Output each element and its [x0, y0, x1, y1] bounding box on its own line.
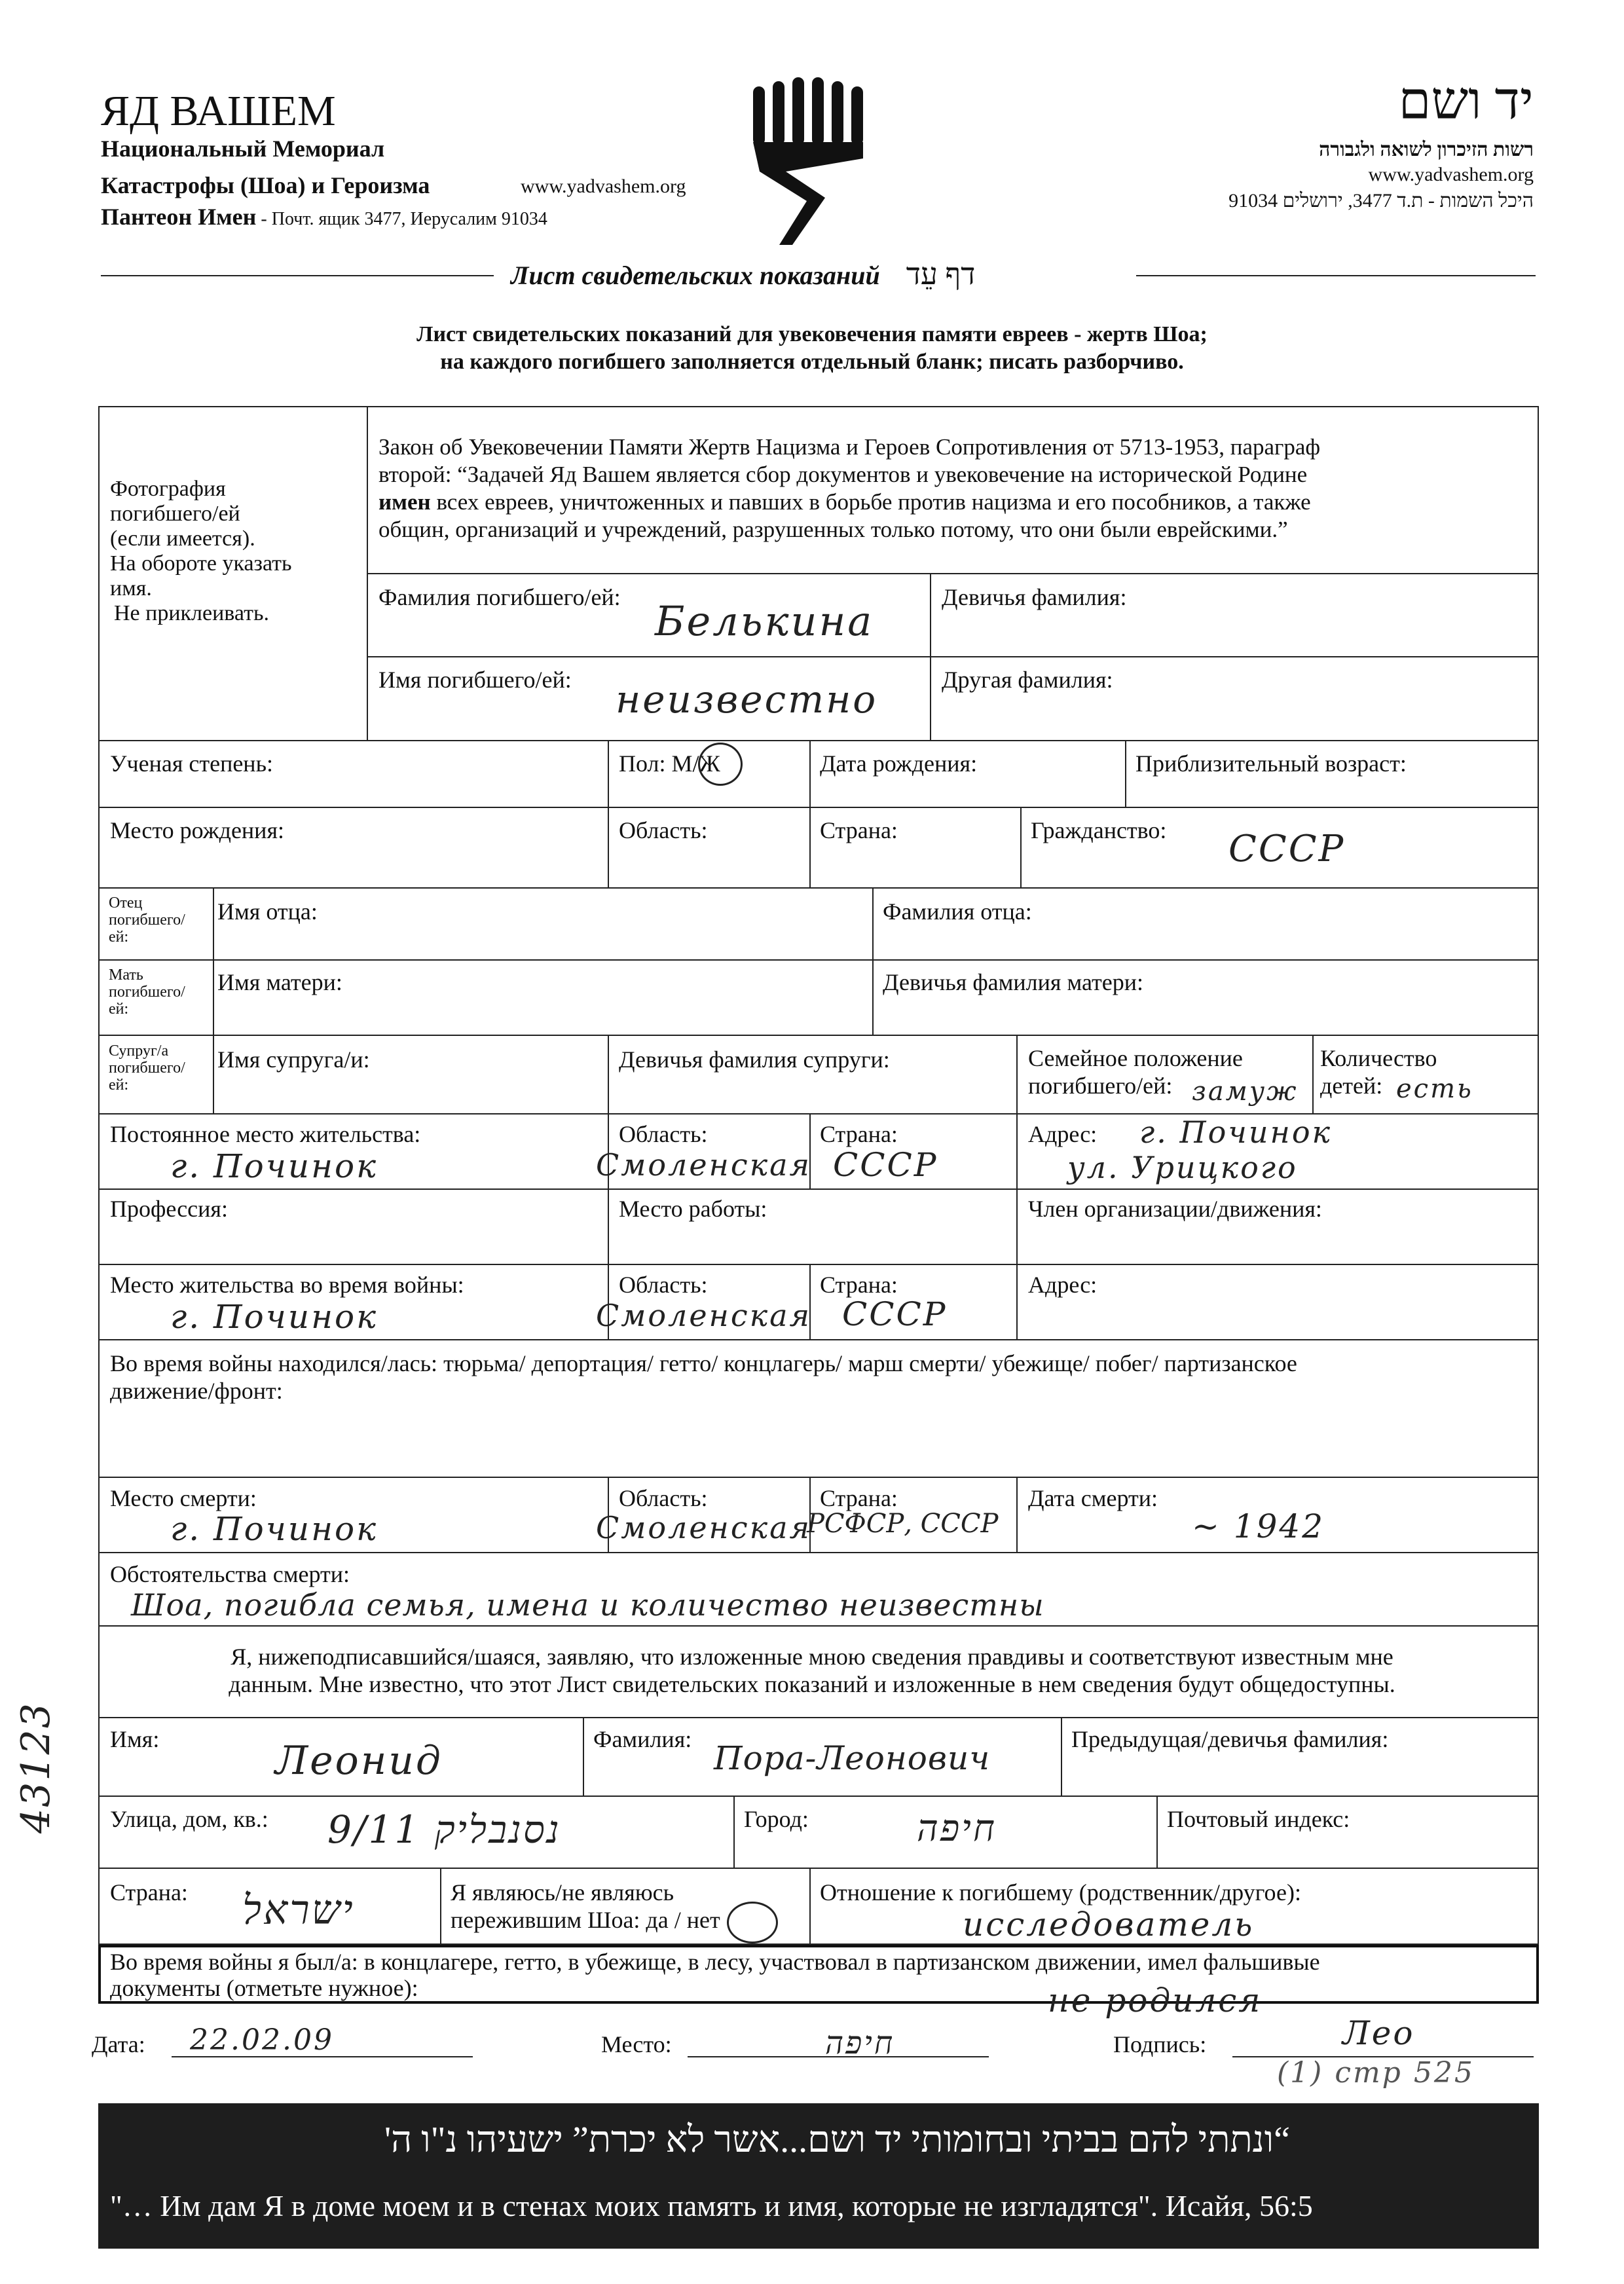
date-label: Дата:	[92, 2031, 145, 2057]
marital-label-1: Семейное положение	[1028, 1045, 1243, 1071]
photo-line: Фотография	[110, 477, 226, 501]
victim-surname-value[interactable]: Белькина	[655, 597, 874, 645]
marital-label-2: погибшего/ей:	[1028, 1073, 1173, 1099]
perm-address-value-2[interactable]: ул. Урицкого	[1067, 1150, 1298, 1185]
law-text	[378, 433, 1531, 543]
war-region-label: Область:	[619, 1272, 708, 1298]
victim-firstname-value[interactable]: неизвестно	[616, 677, 878, 722]
degree-label: Ученая степень:	[110, 750, 273, 777]
declaration-line-1: Я, нижеподписавшийся/шаяся, заявляю, что изложенные мною сведения правдивы и соответствуют известным мне	[231, 1644, 1393, 1670]
place-value[interactable]: חיפה	[825, 2025, 895, 2061]
photo-line: Не приклеивать.	[114, 601, 269, 625]
war-address-label: Адрес:	[1028, 1272, 1098, 1298]
death-circ-value[interactable]: Шоа, погибла семья, имена и количество неизвестны	[131, 1587, 1044, 1623]
form-title	[511, 257, 975, 291]
law-line-4: общин, организаций и учреждений, разрушенных только потому, что они были еврейскими.”	[378, 517, 1288, 542]
submitter-country-value[interactable]: ישראל	[242, 1886, 355, 1934]
law-line-2: второй: “Задачей Яд Вашем является сбор документов и увековечение на исторической Родине	[378, 462, 1308, 487]
relation-value[interactable]: исследователь	[963, 1906, 1255, 1943]
victim-firstname-label: Имя погибшего/ей:	[378, 667, 572, 693]
footer-quote-ru: "… Им дам Я в доме моем и в стенах моих память и имя, которые не изгладятся". Исайя, 56:5	[110, 2189, 1313, 2222]
victim-maiden-label: Девичья фамилия:	[942, 584, 1127, 610]
date-value[interactable]: 22.02.09	[190, 2023, 334, 2057]
title-rule-right	[1136, 275, 1536, 276]
law-line-3	[378, 488, 1531, 516]
declaration-line-2: данным. Мне известно, что этот Лист свидетельских показаний и изложенные в нем сведения будут общедоступны.	[229, 1671, 1395, 1697]
archive-mark: (1) стр 525	[1277, 2056, 1475, 2090]
war-residence-value[interactable]: г. Починок	[170, 1298, 378, 1336]
perm-region-label: Область:	[619, 1121, 708, 1147]
war-country-value[interactable]: СССР	[842, 1295, 948, 1333]
city-label: Город:	[744, 1806, 809, 1832]
wartime-line-1: Во время войны я был/а: в концлагере, гетто, в убежище, в лесу, участвовал в партизанском движении, имел фальшивые	[110, 1949, 1320, 1975]
children-label-1: Количество	[1320, 1045, 1437, 1071]
he-website[interactable]: www.yadvashem.org	[1368, 164, 1534, 185]
perm-address-label: Адрес:	[1028, 1121, 1098, 1147]
birthdate-label: Дата рождения:	[820, 750, 978, 777]
submitter-name-label: Имя:	[110, 1726, 160, 1752]
birth-country-label: Страна:	[820, 817, 898, 843]
death-country-value[interactable]: РСФСР, СССР	[807, 1509, 999, 1539]
submitter-surname-label: Фамилия:	[593, 1726, 692, 1752]
photo-line: (если имеется).	[110, 526, 255, 551]
website-link[interactable]: www.yadvashem.org	[521, 175, 686, 197]
perm-country-label: Страна:	[820, 1121, 898, 1147]
side-number: 43123	[13, 1702, 59, 1833]
spouse-maiden-label: Девичья фамилия супруги:	[619, 1046, 890, 1073]
org-line-2: Катастрофы (Шоа) и Героизма	[101, 172, 430, 198]
father-side-label: Отец погибшего/ ей:	[109, 894, 185, 946]
marital-value[interactable]: замуж	[1192, 1077, 1299, 1107]
yad-vashem-logo	[747, 73, 871, 250]
form-title-he: דף עֵד	[906, 257, 976, 291]
mother-maiden-label: Девичья фамилия матери:	[883, 969, 1144, 995]
intro-line-2: на каждого погибшего заполняется отдельный бланк; писать разборчиво.	[440, 350, 1184, 374]
war-residence-label: Место жительства во время войны:	[110, 1272, 464, 1298]
city-value[interactable]: חיפה	[917, 1807, 997, 1850]
photo-line: имя.	[110, 576, 152, 600]
during-war-line-1: Во время войны находился/лась: тюрьма/ депортация/ гетто/ концлагерь/ марш смерти/ убежище/ побег/ партизанское	[110, 1350, 1297, 1376]
perm-region-value[interactable]: Смоленская	[596, 1147, 811, 1183]
birth-region-label: Область:	[619, 817, 708, 843]
war-region-value[interactable]: Смоленская	[596, 1298, 811, 1333]
org-line-1: Национальный Мемориал	[101, 136, 385, 162]
title-rule-left	[101, 275, 494, 276]
org-line-3	[101, 203, 547, 230]
signature-value[interactable]: Лео	[1342, 2014, 1415, 2052]
workplace-label: Место работы:	[619, 1196, 767, 1222]
father-surname-label: Фамилия отца:	[883, 898, 1032, 925]
he-line-1: רשות הזיכרון לשואה ולגבורה	[1319, 139, 1534, 160]
death-region-label: Область:	[619, 1485, 708, 1511]
submitter-prev-label: Предыдущая/девичья фамилия:	[1071, 1726, 1389, 1752]
he-line-3: היכל השמות - ת.ד 3477, ירושלים 91034	[1228, 190, 1534, 212]
gender-circle-mark	[698, 743, 743, 786]
victim-other-surname-label: Другая фамилия:	[942, 667, 1113, 693]
spouse-name-label: Имя супруга/и:	[217, 1046, 370, 1073]
death-country-label: Страна:	[820, 1485, 898, 1511]
org-line-3-rest: - Почт. ящик 3477, Иерусалим 91034	[256, 209, 547, 229]
relation-label: Отношение к погибшему (родственник/другое):	[820, 1879, 1301, 1906]
spouse-side-label: Супруг/а погибшего/ ей:	[109, 1042, 185, 1094]
survivor-label-2: пережившим Шоа: да / нет	[451, 1907, 720, 1933]
mother-side-label: Мать погибшего/ ей:	[109, 967, 185, 1018]
survivor-circle-mark	[727, 1902, 778, 1943]
law-line-3-bold: имен	[378, 489, 431, 515]
children-value[interactable]: есть	[1396, 1074, 1473, 1104]
children-label-2: детей:	[1320, 1073, 1383, 1099]
footer-quote-he: “ונתתי להם בביתי ובחומותי יד ושם...אשר לא יכרת” ישעיהו נ"ו ה'	[384, 2120, 1290, 2160]
citizenship-label: Гражданство:	[1031, 817, 1167, 843]
photo-line: На обороте указать	[110, 551, 292, 576]
mother-name-label: Имя матери:	[217, 969, 342, 995]
perm-residence-label: Постоянное место жительства:	[110, 1121, 421, 1147]
zip-label: Почтовый индекс:	[1167, 1806, 1350, 1832]
org-title-ru: ЯД ВАШЕМ	[101, 87, 336, 135]
perm-country-value[interactable]: СССР	[833, 1146, 938, 1184]
submitter-surname-value[interactable]: Пора-Леонович	[714, 1739, 991, 1777]
birthplace-label: Место рождения:	[110, 817, 285, 843]
street-value[interactable]: 9/11 נסנבליק	[327, 1807, 561, 1852]
member-label: Член организации/движения:	[1028, 1196, 1322, 1222]
war-country-label: Страна:	[820, 1272, 898, 1298]
submitter-country-label: Страна:	[110, 1879, 188, 1906]
father-name-label: Имя отца:	[217, 898, 318, 925]
gender-label: Пол: М/Ж	[619, 750, 720, 777]
wartime-line-2: документы (отметьте нужное):	[110, 1975, 418, 2001]
law-line-1: Закон об Увековечении Памяти Жертв Нацизма и Героев Сопротивления от 5713-1953, параграф	[378, 434, 1321, 460]
signature-label: Подпись:	[1113, 2031, 1207, 2057]
citizenship-value[interactable]: СССР	[1228, 828, 1346, 870]
death-region-value[interactable]: Смоленская	[596, 1510, 811, 1545]
death-date-value[interactable]: ~ 1942	[1192, 1507, 1325, 1545]
profession-label: Профессия:	[110, 1196, 228, 1222]
death-date-label: Дата смерти:	[1028, 1485, 1158, 1511]
photo-line: погибшего/ей	[110, 502, 240, 526]
photo-box	[110, 477, 359, 626]
law-line-3-rest: всех евреев, уничтоженных и павших в борьбе против нацизма и его пособников, а также	[430, 489, 1311, 515]
victim-surname-label: Фамилия погибшего/ей:	[378, 584, 621, 610]
footer-band	[98, 2103, 1539, 2249]
perm-residence-value[interactable]: г. Починок	[170, 1147, 378, 1185]
perm-address-value-1[interactable]: г. Починок	[1139, 1114, 1333, 1150]
submitter-name-value[interactable]: Леонид	[275, 1738, 443, 1784]
wartime-value[interactable]: не родился	[1048, 1981, 1263, 2019]
form-title-ru: Лист свидетельских показаний	[511, 261, 880, 290]
during-war-line-2: движение/фронт:	[110, 1378, 283, 1404]
approx-age-label: Приблизительный возраст:	[1135, 750, 1407, 777]
place-label: Место:	[601, 2031, 672, 2057]
street-label: Улица, дом, кв.:	[110, 1806, 268, 1832]
org-line-3-bold: Пантеон Имен	[101, 204, 257, 230]
survivor-label-1: Я являюсь/не являюсь	[451, 1879, 674, 1906]
death-circ-label: Обстоятельства смерти:	[110, 1561, 350, 1587]
org-title-he: יד ושם	[1398, 73, 1534, 130]
death-place-label: Место смерти:	[110, 1485, 257, 1511]
death-place-value[interactable]: г. Починок	[170, 1510, 378, 1548]
intro-line-1: Лист свидетельских показаний для увековечения памяти евреев - жертв Шоа;	[416, 322, 1208, 346]
